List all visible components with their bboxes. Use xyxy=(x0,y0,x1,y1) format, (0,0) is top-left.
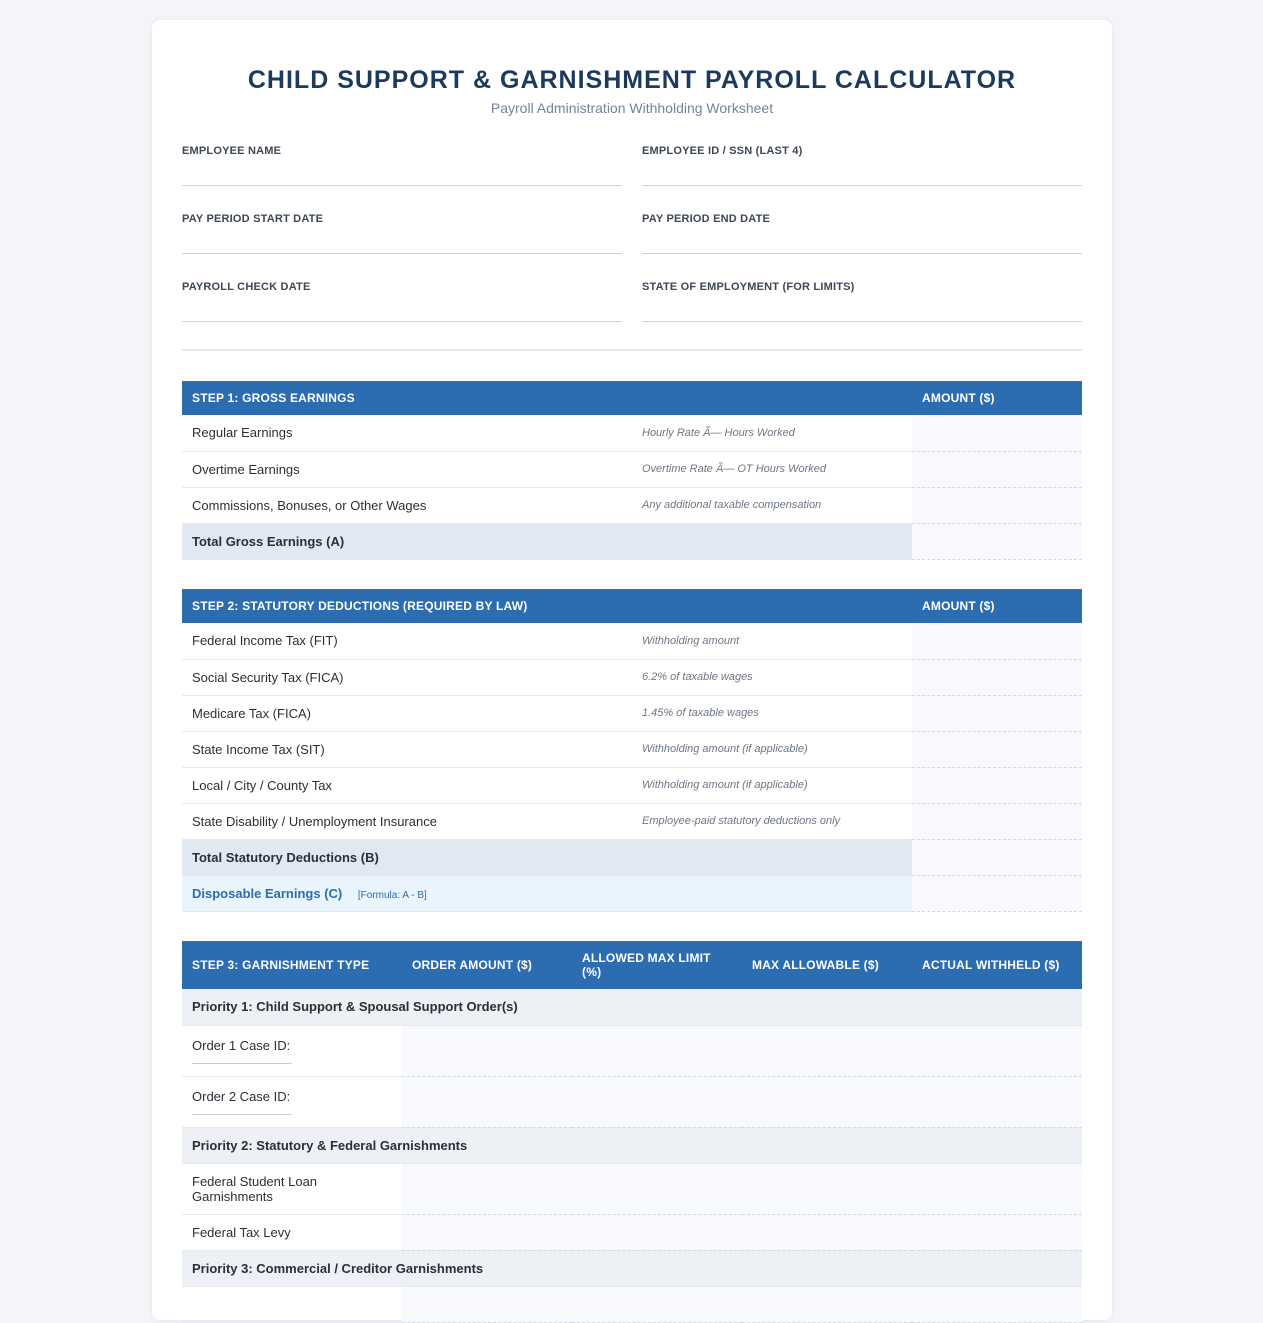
creditor-max-limit[interactable] xyxy=(572,1286,742,1322)
student-loan-actual-withheld[interactable] xyxy=(912,1163,1082,1214)
creditor-max-allowable[interactable] xyxy=(742,1286,912,1322)
state-label: STATE OF EMPLOYMENT (FOR LIMITS) xyxy=(642,281,855,293)
row-label: Medicare Tax (FICA) xyxy=(182,695,632,731)
employee-id-label: EMPLOYEE ID / SSN (LAST 4) xyxy=(642,145,803,157)
medicare-amount[interactable] xyxy=(912,695,1082,731)
actual-withheld-heading: ACTUAL WITHHELD ($) xyxy=(912,941,1082,989)
disposable-earnings-row xyxy=(182,875,1082,911)
priority2-label: Priority 2: Statutory & Federal Garnishments xyxy=(182,1127,1082,1163)
employee-id-field xyxy=(642,145,1082,157)
total-row xyxy=(182,839,1082,875)
row-label: Overtime Earnings xyxy=(182,451,632,487)
table-row xyxy=(182,451,1082,487)
table-row xyxy=(182,659,1082,695)
table-row xyxy=(182,695,1082,731)
other-wages-amount[interactable] xyxy=(912,487,1082,523)
row-label: Social Security Tax (FICA) xyxy=(182,659,632,695)
order1-cell xyxy=(182,1025,402,1076)
sit-amount[interactable] xyxy=(912,731,1082,767)
local-tax-amount[interactable] xyxy=(912,767,1082,803)
order1-label: Order 1 Case ID: xyxy=(192,1037,291,1053)
disposable-earnings-cell xyxy=(182,875,912,911)
tax-levy-max-allowable[interactable] xyxy=(742,1214,912,1250)
table-row xyxy=(182,1286,1082,1322)
row-hint: Overtime Rate Ã— OT Hours Worked xyxy=(632,451,912,487)
order1-case-id-input[interactable] xyxy=(192,1063,292,1064)
step2-amount-heading: AMOUNT ($) xyxy=(912,589,1082,623)
row-hint: Withholding amount (if applicable) xyxy=(632,767,912,803)
max-allowable-heading: MAX ALLOWABLE ($) xyxy=(742,941,912,989)
table-row xyxy=(182,1214,1082,1250)
pay-period-end-label: PAY PERIOD END DATE xyxy=(642,213,771,225)
student-loan-max-allowable[interactable] xyxy=(742,1163,912,1214)
row-label: Regular Earnings xyxy=(182,415,632,451)
table-row xyxy=(182,803,1082,839)
social-security-amount[interactable] xyxy=(912,659,1082,695)
gross-earnings-table xyxy=(182,381,1082,560)
order1-max-limit[interactable] xyxy=(572,1025,742,1076)
pay-period-end-field xyxy=(642,213,1082,225)
creditor-row-label xyxy=(182,1286,402,1322)
priority1-label: Priority 1: Child Support & Spousal Support Order(s) xyxy=(182,989,1082,1025)
priority3-label: Priority 3: Commercial / Creditor Garnishments xyxy=(182,1250,1082,1286)
pay-period-end-input[interactable] xyxy=(642,253,1082,254)
step1-amount-heading: AMOUNT ($) xyxy=(912,381,1082,415)
regular-earnings-amount[interactable] xyxy=(912,415,1082,451)
creditor-order-amount[interactable] xyxy=(402,1286,572,1322)
disability-insurance-amount[interactable] xyxy=(912,803,1082,839)
total-row xyxy=(182,523,1082,559)
check-date-label: PAYROLL CHECK DATE xyxy=(182,281,311,293)
order2-cell xyxy=(182,1076,402,1127)
table-row xyxy=(182,1025,1082,1076)
row-label: State Disability / Unemployment Insurance xyxy=(182,803,632,839)
statutory-deductions-table xyxy=(182,589,1082,912)
garnishment-header xyxy=(182,941,1082,989)
total-gross-label: Total Gross Earnings (A) xyxy=(182,523,912,559)
statutory-deductions-header xyxy=(182,589,1082,623)
order-amount-heading: ORDER AMOUNT ($) xyxy=(402,941,572,989)
pay-period-start-input[interactable] xyxy=(182,253,622,254)
row-hint: Hourly Rate Ã— Hours Worked xyxy=(632,415,912,451)
row-label: Commissions, Bonuses, or Other Wages xyxy=(182,487,632,523)
table-row xyxy=(182,415,1082,451)
student-loan-max-limit[interactable] xyxy=(572,1163,742,1214)
table-row xyxy=(182,1163,1082,1214)
step2-heading: STEP 2: STATUTORY DEDUCTIONS (REQUIRED BY LAW) xyxy=(182,589,912,623)
tax-levy-actual-withheld[interactable] xyxy=(912,1214,1082,1250)
disposable-earnings-amount[interactable] xyxy=(912,875,1082,911)
table-row xyxy=(182,1076,1082,1127)
step1-heading: STEP 1: GROSS EARNINGS xyxy=(182,381,912,415)
row-hint: Withholding amount (if applicable) xyxy=(632,731,912,767)
order2-max-limit[interactable] xyxy=(572,1076,742,1127)
table-row xyxy=(182,767,1082,803)
employee-name-field xyxy=(182,145,622,157)
row-hint: 1.45% of taxable wages xyxy=(632,695,912,731)
worksheet-card xyxy=(152,20,1112,1320)
row-label: Local / City / County Tax xyxy=(182,767,632,803)
gross-earnings-header xyxy=(182,381,1082,415)
tax-levy-max-limit[interactable] xyxy=(572,1214,742,1250)
overtime-earnings-amount[interactable] xyxy=(912,451,1082,487)
state-field xyxy=(642,281,1082,293)
order2-case-id-input[interactable] xyxy=(192,1114,292,1115)
row-label: State Income Tax (SIT) xyxy=(182,731,632,767)
order1-actual-withheld[interactable] xyxy=(912,1025,1082,1076)
table-row xyxy=(182,731,1082,767)
order2-actual-withheld[interactable] xyxy=(912,1076,1082,1127)
state-input[interactable] xyxy=(642,321,1082,322)
order1-max-allowable[interactable] xyxy=(742,1025,912,1076)
total-gross-amount[interactable] xyxy=(912,523,1082,559)
pay-period-start-label: PAY PERIOD START DATE xyxy=(182,213,324,225)
row-hint: Any additional taxable compensation xyxy=(632,487,912,523)
order2-max-allowable[interactable] xyxy=(742,1076,912,1127)
priority-row xyxy=(182,989,1082,1025)
order2-order-amount[interactable] xyxy=(402,1076,572,1127)
table-row xyxy=(182,623,1082,659)
total-statutory-amount[interactable] xyxy=(912,839,1082,875)
employee-name-label: EMPLOYEE NAME xyxy=(182,145,282,157)
disposable-formula: [Formula: A - B] xyxy=(357,889,427,901)
check-date-field xyxy=(182,281,622,293)
row-label: Federal Income Tax (FIT) xyxy=(182,623,632,659)
row-hint: 6.2% of taxable wages xyxy=(632,659,912,695)
tax-levy-label: Federal Tax Levy xyxy=(182,1214,402,1250)
table-row xyxy=(182,487,1082,523)
student-loan-label: Federal Student Loan Garnishments xyxy=(182,1163,402,1214)
priority-row xyxy=(182,1127,1082,1163)
row-hint: Employee-paid statutory deductions only xyxy=(632,803,912,839)
student-loan-order-amount[interactable] xyxy=(402,1163,572,1214)
max-limit-heading: ALLOWED MAX LIMIT (%) xyxy=(572,941,742,989)
fit-amount[interactable] xyxy=(912,623,1082,659)
garnishment-table xyxy=(182,941,1082,1323)
tax-levy-order-amount[interactable] xyxy=(402,1214,572,1250)
priority-row xyxy=(182,1250,1082,1286)
employee-id-input[interactable] xyxy=(642,185,1082,186)
check-date-input[interactable] xyxy=(182,321,622,322)
page-title: CHILD SUPPORT & GARNISHMENT PAYROLL CALCULATOR xyxy=(247,66,1017,94)
disposable-earnings-label: Disposable Earnings (C) xyxy=(192,885,343,901)
order1-order-amount[interactable] xyxy=(402,1025,572,1076)
creditor-actual-withheld[interactable] xyxy=(912,1286,1082,1322)
order2-label: Order 2 Case ID: xyxy=(192,1088,291,1104)
page-subtitle: Payroll Administration Withholding Worksheet xyxy=(490,100,774,116)
employee-name-input[interactable] xyxy=(182,185,622,186)
row-hint: Withholding amount xyxy=(632,623,912,659)
total-statutory-label: Total Statutory Deductions (B) xyxy=(182,839,912,875)
pay-period-start-field xyxy=(182,213,622,225)
garnishment-type-heading: STEP 3: GARNISHMENT TYPE xyxy=(182,941,402,989)
header-divider xyxy=(182,349,1082,351)
